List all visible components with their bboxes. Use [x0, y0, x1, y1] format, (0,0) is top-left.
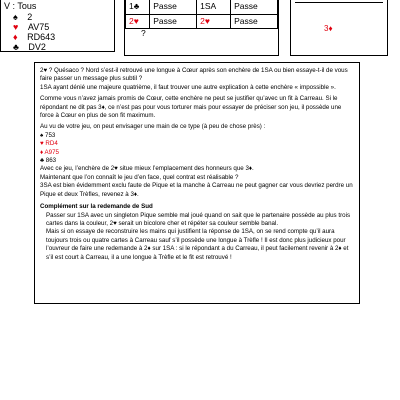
heart-icon: ♥ — [13, 22, 19, 32]
spade-icon: ♠ — [13, 12, 18, 22]
example-hand-clubs: ♣ 863 — [40, 157, 57, 165]
bid-cell: 1♣ — [126, 0, 150, 14]
paragraph: 3SA est bien évidemment exclu faute de Pique et la manche à Carreau ne peut gagner car vous devriez perdre un Pique et deux Trèfles, revenez à 3♦. — [40, 182, 353, 198]
paragraph: Avec ce jeu, l’enchère de 2♥ situe mieux l’emplacement des honneurs que 3♦. — [40, 165, 254, 173]
contract-box — [290, 0, 388, 56]
heart-cards: AV75 — [27, 22, 50, 32]
suit-row-clubs — [13, 42, 46, 53]
paragraph: Passer sur 1SA avec un singleton Pique semble mal joué quand on sait que le partenaire possède au plus trois cartes dans la couleur, 2♥ serait un bicolore cher et répéter sa couleur semble banal. — [46, 211, 351, 227]
section-heading: Complément sur la redemande de Sud — [40, 203, 153, 211]
suit-row-diamonds — [13, 32, 55, 43]
vulnerability: V : Tous — [4, 1, 37, 11]
suit-row-spades — [13, 12, 32, 23]
bid-row — [126, 0, 278, 14]
bid-cell: Passe — [231, 14, 278, 29]
bid-cell: Passe — [150, 14, 197, 29]
paragraph: Comme vous n’avez jamais promis de Cœur, cette enchère ne peut se justifier qu’avec un fit à Carreau. Si le répondant ne dit pas 3♦, ce n’est pas pour vous torturer mais pour essayer de préciser son jeu, il possède une force à Cœur en plus de son fit maximum. — [40, 95, 342, 120]
suit-row-hearts — [13, 22, 49, 33]
paragraph: 1SA ayant dénié une majeure quatrième, il faut trouver une autre explication à cette enchère « impossible ». — [40, 83, 336, 91]
club-cards: DV2 — [28, 42, 46, 52]
spade-cards: 2 — [27, 12, 33, 22]
bid-cell: Passe — [150, 0, 197, 14]
example-hand-spades: ♠ 753 — [40, 131, 56, 139]
diamond-icon: ♦ — [13, 32, 18, 42]
bid-row — [126, 14, 278, 29]
paragraph: Au vu de votre jeu, on peut envisager une main de ce type (à peu de chose près) : — [40, 123, 266, 131]
paragraph: Maintenant que l’on connaît le jeu d’en face, quel contrat est réalisable ? — [40, 173, 239, 181]
bid-cell: 2♥ — [126, 14, 150, 29]
example-hand-hearts: ♥ RD4 — [40, 140, 58, 148]
divider — [295, 2, 383, 3]
club-icon: ♣ — [13, 42, 19, 52]
bidding-box — [124, 0, 279, 56]
paragraph: 2♥ ? Quésaco ? Nord s’est-il retrouvé une longue à Cœur après son enchère de 1SA ou bien essaye-t-il de vous faire passer un message plus subtil ? — [40, 67, 348, 83]
opening-lead: 3♦ — [324, 24, 333, 33]
example-hand-diamonds: ♦ A975 — [40, 148, 59, 156]
bid-cell: 1SA — [197, 0, 231, 14]
diamond-cards: RD643 — [27, 32, 56, 42]
paragraph: Mais si on essaye de reconstruire les mains qui justifient la réponse de 1SA, on se rend compte qu’il aura toujours trois ou quatre cartes à Carreau sauf s’il possède une longue à Trèfle ! Il est donc plus judicieux pour l’ouvreur de faire une redemande à 2♦ sur 1SA : si le répondant a du Carreau, il peut facilement revenir à 2♦ et s’il est court à Carreau, il a une longue à Trèfle et le fit est retrouvé ! — [46, 228, 349, 261]
hand-diagram — [0, 0, 115, 52]
bid-cell: Passe — [231, 0, 278, 14]
bidding-table — [125, 0, 278, 29]
commentary-box — [34, 62, 360, 304]
bid-question: ? — [141, 28, 146, 38]
bid-cell: 2♥ — [197, 14, 231, 29]
